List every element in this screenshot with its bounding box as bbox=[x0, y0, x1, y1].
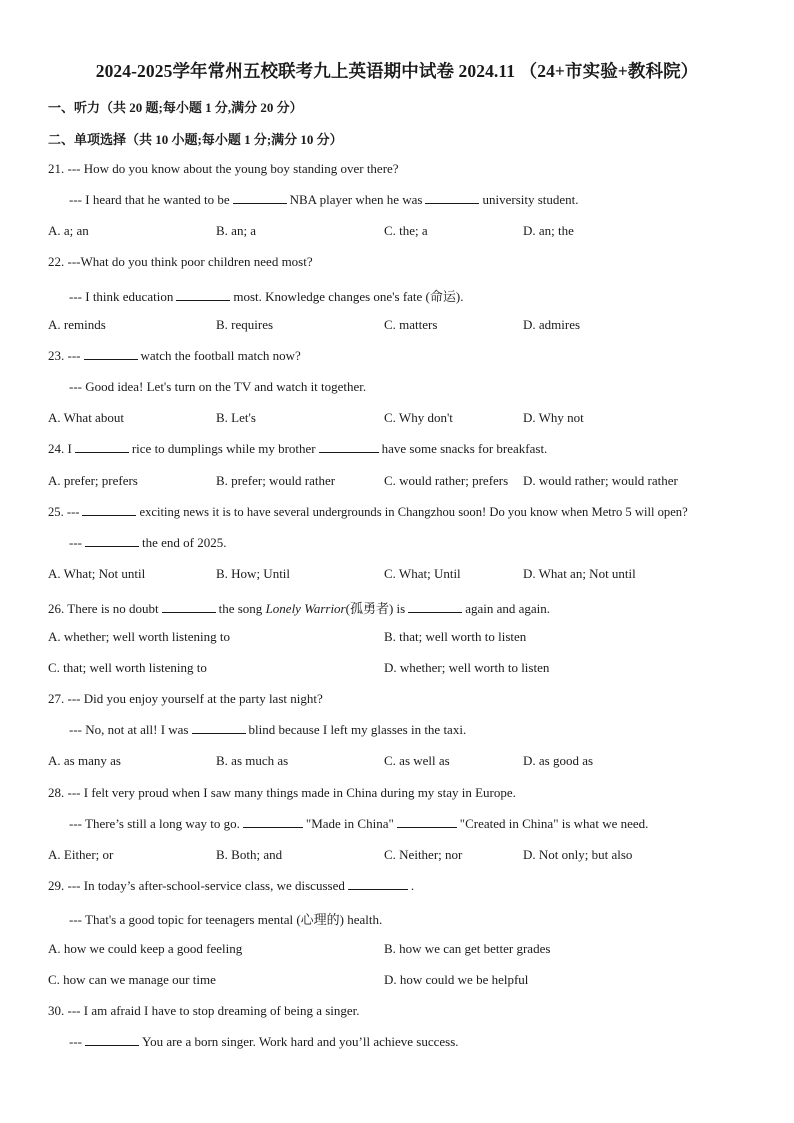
q29-stem-text-b: . bbox=[410, 878, 415, 893]
q26-blank-2 bbox=[408, 601, 462, 613]
q25-blank-2 bbox=[85, 535, 139, 547]
q27-response-text-a: --- No, not at all! I was bbox=[69, 722, 189, 737]
section-single-choice-heading: 二、单项选择（共 10 小题;每小题 1 分;满分 10 分） bbox=[48, 132, 343, 147]
q24-option-d: D. would rather; would rather bbox=[523, 473, 678, 488]
q21-option-d: D. an; the bbox=[523, 223, 574, 238]
q27-response-text-b: blind because I left my glasses in the taxi. bbox=[248, 722, 467, 737]
q25-blank-1 bbox=[82, 504, 136, 516]
q23-option-a: A. What about bbox=[48, 410, 124, 425]
q29-stem bbox=[48, 878, 414, 894]
q24-option-c: C. would rather; prefers bbox=[384, 473, 509, 488]
page-title: 2024-2025学年常州五校联考九上英语期中试卷 2024.11 （24+市实验+教科院） bbox=[95, 61, 699, 81]
q29-response: --- That's a good topic for teenagers mental (心理的) health. bbox=[69, 912, 383, 927]
q23-option-c: C. Why don't bbox=[384, 410, 453, 425]
q29-option-a: A. how we could keep a good feeling bbox=[48, 941, 243, 956]
q22-option-c: C. matters bbox=[384, 317, 438, 332]
q24-stem-text-c: have some snacks for breakfast. bbox=[381, 441, 548, 456]
q28-response-text-a: --- There’s still a long way to go. bbox=[69, 816, 240, 831]
q23-option-d: D. Why not bbox=[523, 410, 584, 425]
q24-option-a: A. prefer; prefers bbox=[48, 473, 138, 488]
q29-option-b: B. how we can get better grades bbox=[384, 941, 551, 956]
q30-stem: 30. --- I am afraid I have to stop dreaming of being a singer. bbox=[48, 1003, 360, 1018]
q22-option-d: D. admires bbox=[523, 317, 581, 332]
q26-option-d: D. whether; well worth to listen bbox=[384, 660, 550, 675]
q25-option-d: D. What an; Not until bbox=[523, 566, 636, 581]
q21-option-a: A. a; an bbox=[48, 223, 89, 238]
q28-blank-2 bbox=[397, 816, 457, 828]
q30-response bbox=[69, 1034, 459, 1050]
q26-stem-text-c: (孤勇者) is bbox=[345, 601, 406, 616]
q21-blank-1 bbox=[233, 192, 287, 204]
q25-stem bbox=[48, 504, 688, 520]
q27-response bbox=[69, 722, 466, 738]
section-listening-heading: 一、听力（共 20 题;每小题 1 分,满分 20 分） bbox=[48, 100, 303, 115]
q21-response bbox=[69, 192, 579, 208]
q22-blank bbox=[176, 289, 230, 301]
q27-option-c: C. as well as bbox=[384, 753, 450, 768]
q26-blank-1 bbox=[162, 601, 216, 613]
q24-stem bbox=[48, 441, 547, 457]
q25-response-text-a: --- bbox=[69, 535, 82, 550]
q21-response-text-a: --- I heard that he wanted to be bbox=[69, 192, 230, 207]
q28-option-c: C. Neither; nor bbox=[384, 847, 463, 862]
q29-blank bbox=[348, 878, 408, 890]
q28-option-b: B. Both; and bbox=[216, 847, 283, 862]
q26-option-c: C. that; well worth listening to bbox=[48, 660, 207, 675]
q23-option-b: B. Let's bbox=[216, 410, 256, 425]
q23-stem-text-a: 23. --- bbox=[48, 348, 81, 363]
q21-stem: 21. --- How do you know about the young boy standing over there? bbox=[48, 161, 399, 176]
q26-stem-text-b: the song bbox=[218, 601, 263, 616]
q25-stem-text-b: exciting news it is to have several undergrounds in Changzhou soon! Do you know when Metro 5 will open? bbox=[139, 505, 688, 519]
q22-response-text-a: --- I think education bbox=[69, 289, 174, 304]
q28-stem: 28. --- I felt very proud when I saw many things made in China during my stay in Europe. bbox=[48, 785, 516, 800]
q24-blank-1 bbox=[75, 441, 129, 453]
q28-option-a: A. Either; or bbox=[48, 847, 114, 862]
q26-option-b: B. that; well worth to listen bbox=[384, 629, 527, 644]
q28-option-d: D. Not only; but also bbox=[523, 847, 633, 862]
q26-stem bbox=[48, 598, 550, 617]
q23-response: --- Good idea! Let's turn on the TV and watch it together. bbox=[69, 379, 367, 394]
q30-response-text-b: You are a born singer. Work hard and you’ll achieve success. bbox=[142, 1034, 459, 1049]
q27-stem: 27. --- Did you enjoy yourself at the party last night? bbox=[48, 691, 323, 706]
q26-stem-text-a: 26. There is no doubt bbox=[48, 601, 159, 616]
q24-option-b: B. prefer; would rather bbox=[216, 473, 336, 488]
q24-blank-2 bbox=[319, 441, 379, 453]
q26-option-a: A. whether; well worth listening to bbox=[48, 629, 230, 644]
q29-option-d: D. how could we be helpful bbox=[384, 972, 529, 987]
q22-response bbox=[69, 286, 463, 305]
q30-blank bbox=[85, 1034, 139, 1046]
q26-song-title: Lonely Warrior bbox=[265, 601, 346, 616]
q23-stem bbox=[48, 348, 301, 364]
q22-response-text-b: most. Knowledge changes one's fate (命运). bbox=[233, 289, 464, 304]
q28-response-text-b: "Made in China" bbox=[305, 816, 394, 831]
q27-option-a: A. as many as bbox=[48, 753, 121, 768]
q27-option-b: B. as much as bbox=[216, 753, 289, 768]
q24-stem-text-b: rice to dumplings while my brother bbox=[131, 441, 316, 456]
q30-response-text-a: --- bbox=[69, 1034, 82, 1049]
q25-option-c: C. What; Until bbox=[384, 566, 461, 581]
q27-blank bbox=[192, 722, 246, 734]
q21-option-c: C. the; a bbox=[384, 223, 428, 238]
q21-response-text-c: university student. bbox=[482, 192, 579, 207]
q25-response bbox=[69, 535, 226, 551]
q25-stem-text-a: 25. --- bbox=[48, 505, 80, 519]
q22-option-a: A. reminds bbox=[48, 317, 106, 332]
q29-option-c: C. how can we manage our time bbox=[48, 972, 216, 987]
q23-stem-text-b: watch the football match now? bbox=[140, 348, 301, 363]
q24-stem-text-a: 24. I bbox=[48, 441, 72, 456]
q28-response bbox=[69, 816, 648, 832]
q25-option-a: A. What; Not until bbox=[48, 566, 146, 581]
q28-response-text-c: "Created in China" is what we need. bbox=[459, 816, 649, 831]
q27-option-d: D. as good as bbox=[523, 753, 594, 768]
q22-option-b: B. requires bbox=[216, 317, 274, 332]
q29-stem-text-a: 29. --- In today’s after-school-service class, we discussed bbox=[48, 878, 345, 893]
q25-response-text-b: the end of 2025. bbox=[142, 535, 227, 550]
q23-blank bbox=[84, 348, 138, 360]
q22-stem: 22. ---What do you think poor children need most? bbox=[48, 254, 313, 269]
q28-blank-1 bbox=[243, 816, 303, 828]
q26-stem-text-d: again and again. bbox=[465, 601, 551, 616]
q21-response-text-b: NBA player when he was bbox=[289, 192, 423, 207]
q21-option-b: B. an; a bbox=[216, 223, 257, 238]
q21-blank-2 bbox=[425, 192, 479, 204]
q25-option-b: B. How; Until bbox=[216, 566, 291, 581]
